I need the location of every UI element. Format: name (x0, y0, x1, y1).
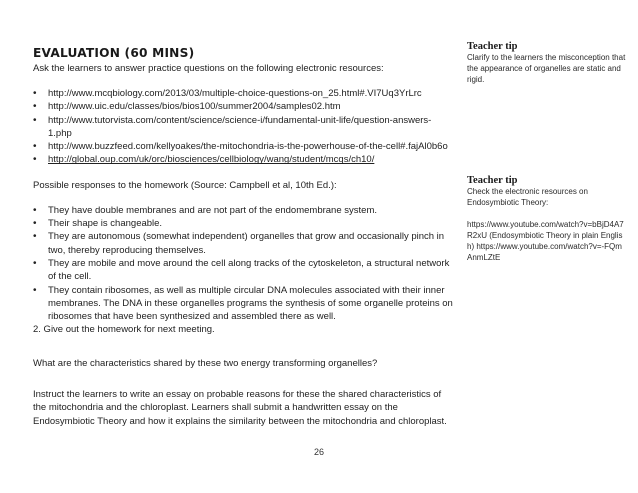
response-item: • They are autonomous (somewhat independent) organelles that grow and occasionally pinch in two, thereby reproducing themselves. (33, 230, 453, 257)
resource-link[interactable]: • http://www.buzzfeed.com/kellyoakes/the-mitochondria-is-the-powerhouse-of-the-cell#.fajAl0b6o (33, 140, 453, 153)
intro-text: Ask the learners to answer practice questions on the following electronic resources: (33, 63, 384, 74)
possible-responses-label: Possible responses to the homework (Source: Campbell et al, 10th Ed.): (33, 179, 337, 191)
teacher-tip-1 (467, 41, 627, 85)
response-list (33, 204, 453, 324)
response-item: • They have double membranes and are not part of the endomembrane system. (33, 204, 453, 217)
resource-link[interactable]: • http://global.oup.com/uk/orc/biosciences/cellbiology/wang/student/mcqs/ch10/ (33, 153, 453, 166)
response-item: • They are mobile and move around the cell along tracks of the cytoskeleton, a structural network of the cell. (33, 257, 453, 284)
resource-link[interactable]: • http://www.tutorvista.com/content/science/science-i/fundamental-unit-life/question-answers-1.php (33, 114, 453, 141)
page-number: 26 (313, 447, 324, 457)
section-heading: EVALUATION (60 MINS) (33, 46, 195, 60)
instruction-text: Instruct the learners to write an essay on probable reasons for these the shared characteristics of the mitochondria and the chloroplast. Learners shall submit a handwritten essay on the Endosymbiotic Theory and how it explains the similarity between the mitochondria and chloroplast. (33, 388, 447, 427)
main-content (33, 46, 453, 428)
teacher-tip-body: Clarify to the learners the misconception that the appearance of organelles are static and rigid. (467, 53, 626, 84)
teacher-tip-links[interactable]: https://www.youtube.com/watch?v=bBjD4A7R2xU (Endosymbiotic Theory in plain English) https://www.youtube.com/watch?v=-FQmAnmLZtE (467, 220, 624, 262)
resource-link-list (33, 87, 453, 167)
homework-line: 2. Give out the homework for next meeting. (33, 324, 215, 336)
teacher-tip-2 (467, 175, 627, 263)
response-item: • Their shape is changeable. (33, 217, 453, 230)
question-text: What are the characteristics shared by these two energy transforming organelles? (33, 357, 378, 369)
teacher-tip-body: Check the electronic resources on Endosymbiotic Theory: (467, 187, 588, 207)
response-item: • They contain ribosomes, as well as multiple circular DNA molecules associated with their inner membranes. The DNA in these organelles programs the synthesis of some organelle proteins on ribosomes that have been synthesized and assembled there as well. (33, 284, 453, 324)
teacher-tip-title: Teacher tip (467, 175, 518, 186)
resource-link[interactable]: • http://www.mcqbiology.com/2013/03/multiple-choice-questions-on_25.html#.VI7Uq3YrLrc (33, 87, 453, 100)
resource-link[interactable]: • http://www.uic.edu/classes/bios/bios100/summer2004/samples02.htm (33, 100, 453, 113)
teacher-tip-title: Teacher tip (467, 41, 518, 52)
